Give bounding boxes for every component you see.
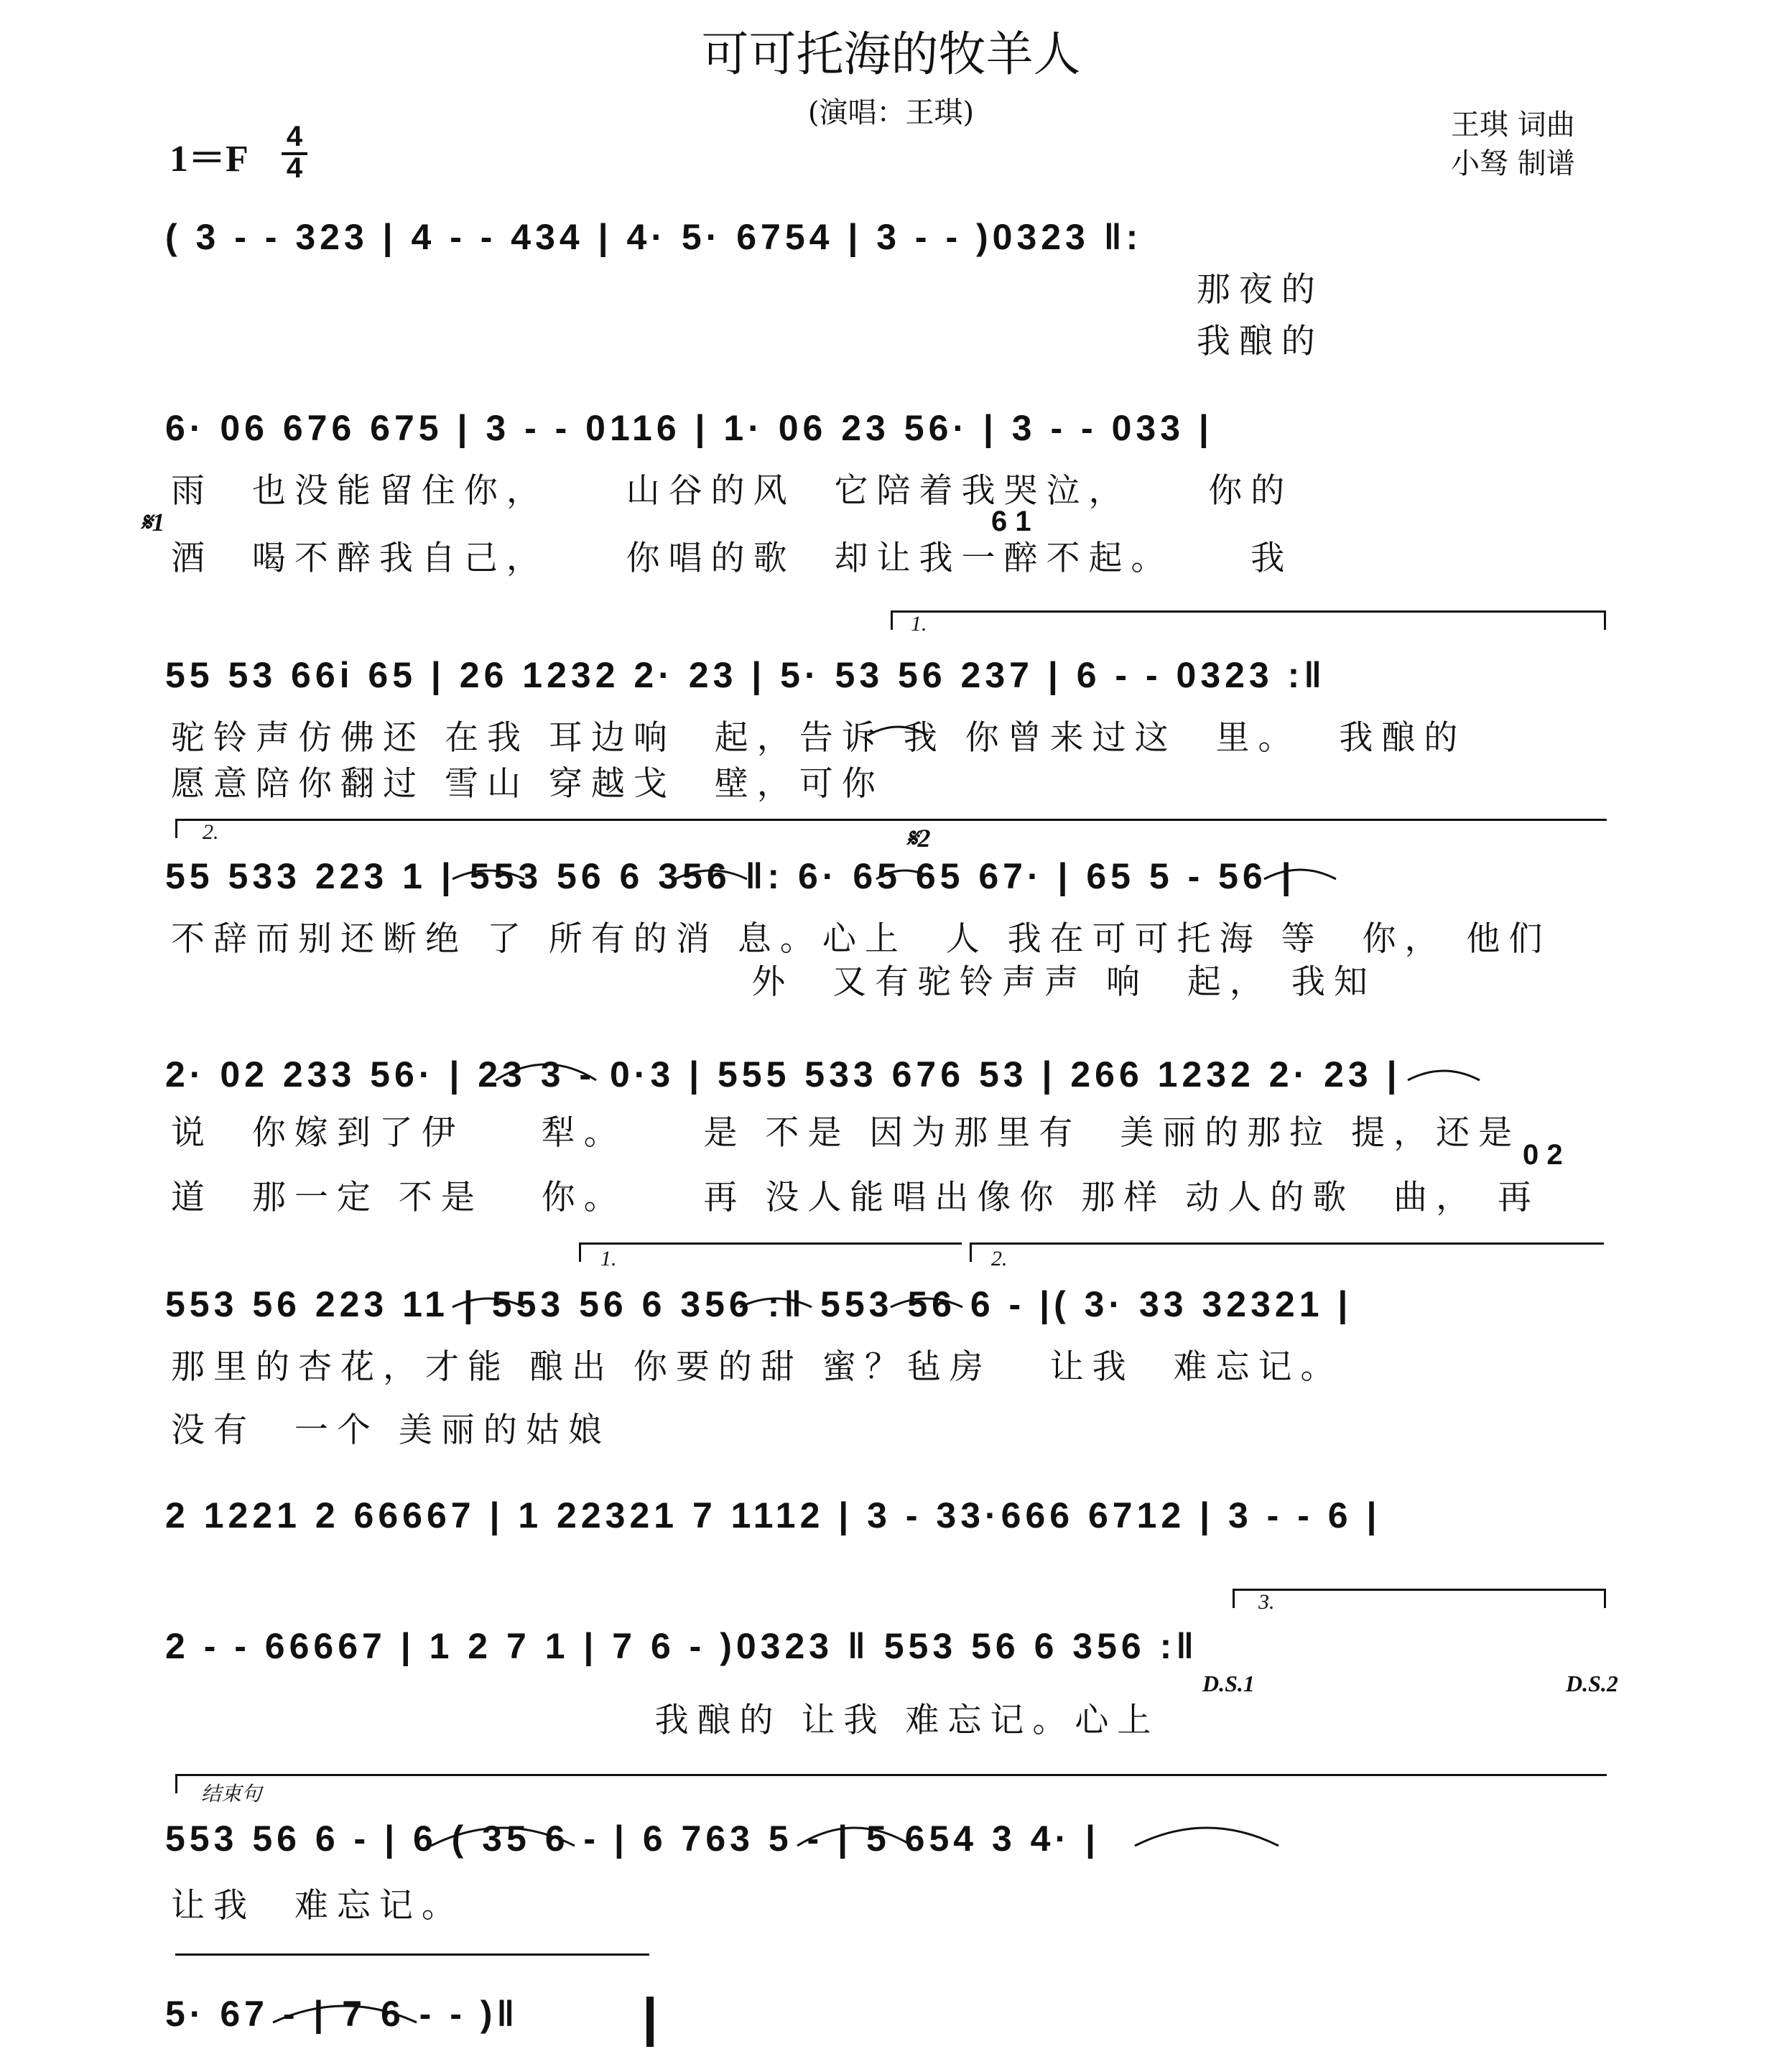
staff-row-4: 55 533 223 1 | 553 56 6 356 ‖: 6· 65 65 67· | 65 5 - 56 | <box>165 856 1296 896</box>
ds-1-marker: D.S.1 <box>1202 1671 1255 1696</box>
slur-mark <box>496 1064 596 1080</box>
staff-row-8: 2 - - 66667 | 1 2 7 1 | 7 6 - )0323 ‖ 553 56 6 356 :‖ <box>165 1626 1199 1666</box>
lyric-row-5-verse-2: 道 那一定 不是 你。 再 没人能唱出像你 那样 动人的歌 曲， 再 <box>171 1178 1541 1217</box>
credit-score: 小驽 制谱 <box>1451 147 1575 180</box>
lyric-row-3-verse-2: 愿意陪你翻过 雪山 穿越戈 壁，可你 <box>171 764 884 804</box>
ending-2-label-a: 2. <box>203 820 219 844</box>
lyric-row-4-verse-1: 不辞而别还断绝 了 所有的消 息。心上 人 我在可可托海 等 你， 他们 <box>171 919 1551 959</box>
lyric-row-8-verse-1: 我酿的 让我 难忘记。心上 <box>171 1701 1160 1740</box>
lyric-row-4-verse-2: 外 又有驼铃声声 响 起， 我知 <box>171 962 1376 1002</box>
key-signature: 1＝F <box>170 139 249 180</box>
time-signature-bottom: 4 <box>286 152 303 184</box>
lyric-row-2-verse-1: 雨 也没能留住你， 山谷的风 它陪着我哭泣， 你的 <box>171 471 1294 511</box>
alt-notes-above-1: 6 1 <box>991 506 1031 537</box>
slur-mark <box>868 727 928 735</box>
staff-row-7: 2 1221 2 66667 | 1 22321 7 1112 | 3 - 33·666 6712 | 3 - - 6 | <box>165 1495 1381 1536</box>
staff-row-3: 55 53 66i 65 | 26 1232 2· 23 | 5· 53 56 237 | 6 - - 0323 :‖ <box>165 655 1327 695</box>
ending-1-label-a: 1. <box>911 612 927 636</box>
slur-mark <box>740 1299 812 1307</box>
lyric-row-3-verse-1: 驼铃声仿佛还 在我 耳边响 起，告诉 我 你曾来过这 里。 我酿的 <box>171 718 1467 758</box>
lyric-row-1-verse-1: 那夜的 <box>171 270 1324 310</box>
slur-mark <box>1264 870 1336 879</box>
slur-mark <box>797 1828 912 1846</box>
lyric-row-1-verse-2: 我酿的 <box>171 322 1324 361</box>
staff-row-10: 5· 67 - | 7 6 - - )‖ <box>165 1994 519 2034</box>
lyric-row-9-verse-1: 让我 难忘记。 <box>171 1886 464 1925</box>
slur-mark <box>1408 1071 1480 1080</box>
ds-2-marker: D.S.2 <box>1566 1671 1618 1696</box>
lyric-row-6-verse-2: 没有 一个 美丽的姑娘 <box>171 1411 611 1450</box>
slur-mark <box>1135 1828 1279 1846</box>
coda-label: 结束句 <box>201 1782 262 1806</box>
final-barline <box>646 1997 654 2047</box>
segno-1-sign: 𝄋1 <box>141 508 165 536</box>
ending-1-label-b: 1. <box>600 1247 617 1270</box>
staff-row-1: ( 3 - - 323 | 4 - - 434 | 4· 5· 6754 | 3 - - )0323 ‖: <box>165 217 1143 257</box>
staff-row-9: 553 56 6 - | 6 ( 35 6 - | 6 763 5 - | 5 654 3 4· | <box>165 1818 1100 1859</box>
slur-mark <box>431 1828 575 1846</box>
time-signature-top: 4 <box>286 121 303 152</box>
slur-mark <box>675 870 747 879</box>
credit-words: 王琪 词曲 <box>1451 108 1575 141</box>
slur-mark <box>453 870 524 879</box>
slur-mark <box>453 1299 524 1307</box>
ending-2-label-b: 2. <box>991 1247 1008 1270</box>
slur-mark <box>273 2006 417 2022</box>
performer-subtitle: (演唱：王琪) <box>807 96 975 129</box>
song-title: 可可托海的牧羊人 <box>701 27 1081 82</box>
staff-row-5: 2· 02 233 56· | 23 3 - 0·3 | 555 533 676 53 | 266 1232 2· 23 | <box>165 1054 1401 1095</box>
staff-row-2: 6· 06 676 675 | 3 - - 0116 | 1· 06 23 56· | 3 - - 033 | <box>165 408 1213 448</box>
segno-2-sign: 𝄋2 <box>906 824 931 853</box>
lyric-row-2-verse-2: 酒 喝不醉我自己， 你唱的歌 却让我一醉不起。 我 <box>171 539 1294 578</box>
lyric-row-6-verse-1: 那里的杏花，才能 酿出 你要的甜 蜜？毡房 让我 难忘记。 <box>171 1347 1343 1387</box>
slur-mark <box>891 1299 962 1307</box>
lyric-row-5-verse-1: 说 你嫁到了伊 犁。 是 不是 因为那里有 美丽的那拉 提，还是 <box>171 1113 1521 1153</box>
slur-mark <box>876 870 934 879</box>
alt-notes-above-2: 0 2 <box>1523 1139 1563 1171</box>
staff-row-6: 553 56 223 11 | 553 56 6 356 :‖ 553 56 6 - |( 3· 33 32321 | <box>165 1284 1352 1324</box>
ending-3-label: 3. <box>1258 1590 1275 1614</box>
